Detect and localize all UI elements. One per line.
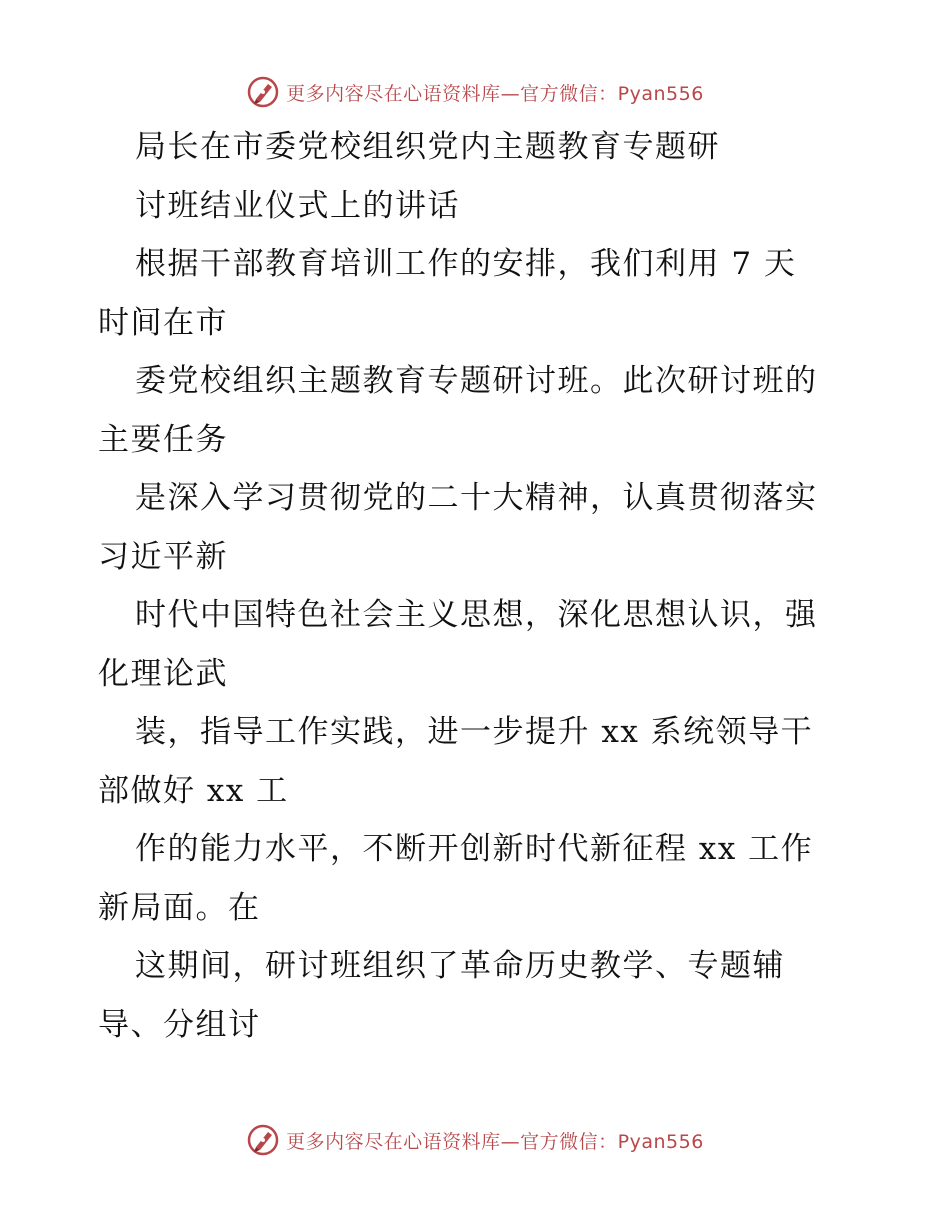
text-line: 是深入学习贯彻党的二十大精神，认真贯彻落实 (135, 480, 818, 516)
text-line: 委党校组织主题教育专题研讨班。此次研讨班的 (135, 363, 818, 399)
text-line: 这期间，研讨班组织了革命历史教学、专题辅 (135, 948, 785, 984)
text-line: 根据干部教育培训工作的安排，我们利用 7 天 (135, 246, 797, 282)
text-line: 时间在市 (98, 304, 228, 341)
text-line: 新局面。在 (98, 889, 261, 926)
header-watermark-banner (0, 72, 950, 112)
text-line: 局长在市委党校组织党内主题教育专题研 (135, 129, 720, 165)
text-line: 讨班结业仪式上的讲话 (135, 187, 460, 224)
text-line: 导、分组讨 (98, 1006, 261, 1043)
text-line: 主要任务 (98, 421, 228, 458)
pen-logo-icon (246, 75, 280, 109)
text-line: 时代中国特色社会主义思想，深化思想认识，强 (135, 597, 818, 633)
document-body (98, 118, 858, 1054)
text-line: 装，指导工作实践，进一步提升 xx 系统领导干 (135, 714, 814, 750)
watermark-text: 更多内容尽在心语资料库—官方微信：Pyan556 (286, 1130, 704, 1153)
text-line: 习近平新 (98, 538, 228, 575)
watermark-text: 更多内容尽在心语资料库—官方微信：Pyan556 (286, 82, 704, 105)
pen-logo-icon (246, 1123, 280, 1157)
text-line: 化理论武 (98, 655, 228, 692)
text-line: 部做好 xx 工 (98, 772, 289, 809)
footer-watermark-banner (0, 1120, 950, 1160)
text-line: 作的能力水平，不断开创新时代新征程 xx 工作 (135, 831, 814, 867)
